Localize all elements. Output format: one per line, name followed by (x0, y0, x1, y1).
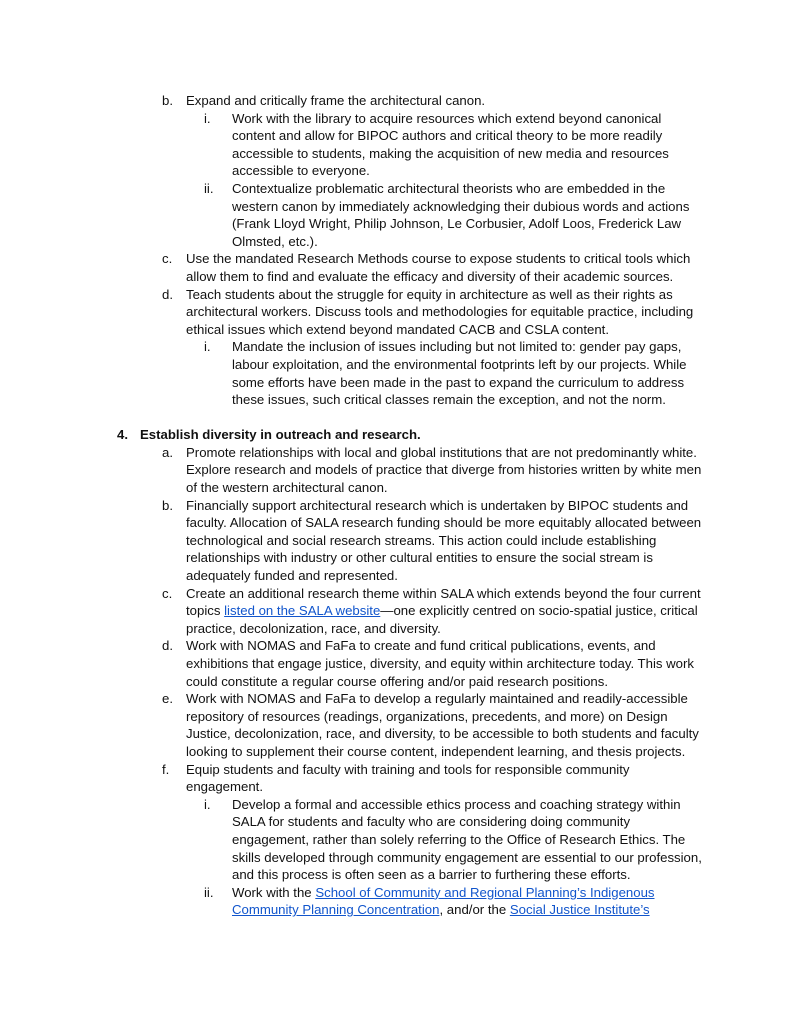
list-item-c-research-theme (0, 585, 791, 638)
text-segment: , and/or the (439, 902, 510, 918)
list-marker: 4. (117, 427, 128, 443)
list-marker: d. (162, 638, 173, 654)
list-item-e-repository (0, 690, 791, 760)
list-marker: a. (162, 444, 173, 460)
list-item-b-funding (0, 497, 791, 585)
list-item-i-mandate (0, 338, 791, 408)
list-marker: e. (162, 691, 173, 707)
section-heading-4 (0, 426, 791, 444)
text-segment: Create an additional research theme within SALA which extends beyond the four current topics (186, 585, 701, 619)
list-marker: i. (204, 339, 211, 355)
list-text: Use the mandated Research Methods course to expose students to critical tools which allow them to find and evaluate the efficacy and diversity of their academic sources. (186, 251, 691, 284)
list-marker: b. (162, 497, 173, 513)
sala-website-link[interactable]: listed on the SALA website (224, 603, 381, 619)
list-item-f-community (0, 761, 791, 796)
text-segment: Work with the (232, 884, 316, 900)
list-item-i-ethics (0, 796, 791, 884)
list-text (232, 884, 708, 919)
list-item-c-research-methods (0, 250, 791, 285)
list-marker: i. (204, 796, 211, 812)
list-text: Develop a formal and accessible ethics process and coaching strategy within SALA for students and faculty who are considering doing community engagement, rather than solely referring to the Office of Research Ethics. The skills developed through community engagement are essential to our profession, and this process is often seen as a barrier to furthering these efforts. (232, 796, 702, 883)
list-text: Financially support architectural research which is undertaken by BIPOC students and faculty. Allocation of SALA research funding should be more equitably allocated between technological and social research streams. This action could include establishing relationships with industry or other cultural entities to ensure the social stream is adequately funded and represented. (186, 497, 702, 584)
social-justice-institute-link[interactable]: Social Justice Institute’s (509, 902, 650, 918)
list-text (186, 585, 708, 638)
list-item-a-relationships (0, 444, 791, 497)
list-item-ii-scarp (0, 884, 791, 919)
list-item-d-equity (0, 286, 791, 339)
list-text: Equip students and faculty with training and tools for responsible community engagement. (186, 761, 630, 795)
list-text: Work with the library to acquire resources which extend beyond canonical content and allow for BIPOC authors and critical theory to be more readily accessible to students, making the acquisition of new media and resources accessible to everyone. (232, 110, 669, 179)
list-marker: f. (162, 761, 170, 777)
text-segment: —one explicitly centred on socio-spatial justice, critical practice, decolonization, race, and diversity. (186, 603, 698, 636)
list-marker: ii. (204, 884, 214, 900)
list-text: Expand and critically frame the architectural canon. (186, 93, 486, 108)
scarp-indigenous-planning-link[interactable]: School of Community and Regional Planning’s Indigenous Community Planning Concentration (232, 884, 655, 918)
list-text: Work with NOMAS and FaFa to develop a regularly maintained and readily-accessible repository of resources (readings, organizations, precedents, and more) on Design Justice, decolonization, race, and diversity, to be accessible to both students and faculty looking to supplement their course content, independent learning, and thesis projects. (186, 691, 699, 759)
list-text: Teach students about the struggle for equity in architecture as well as their rights as architectural workers. Discuss tools and methodologies for equitable practice, including ethical issues which extend beyond mandated CACB and CSLA content. (186, 286, 694, 337)
list-text: Promote relationships with local and global institutions that are not predominantly white. Explore research and models of practice that diverge from histories written by white men of the western architectural canon. (186, 444, 702, 496)
list-text: Work with NOMAS and FaFa to create and fund critical publications, events, and exhibitions that engage justice, diversity, and equity within architecture today. This work could constitute a regular course offering and/or paid research positions. (186, 638, 694, 689)
list-item-ii-contextualize (0, 180, 791, 250)
document-page (0, 92, 791, 919)
list-marker: ii. (204, 180, 214, 196)
list-marker: c. (162, 251, 173, 267)
list-item-i-library (0, 110, 791, 180)
list-marker: b. (162, 93, 173, 108)
list-marker: d. (162, 286, 173, 302)
list-text: Contextualize problematic architectural theorists who are embedded in the western canon by immediately acknowledging their dubious words and actions (Frank Lloyd Wright, Philip Johnson, Le Corbusier, Adolf Loos, Frederick Law Olmsted, etc.). (232, 180, 690, 249)
list-marker: c. (162, 585, 173, 601)
list-item-b-canon (0, 92, 791, 110)
list-text: Mandate the inclusion of issues including but not limited to: gender pay gaps, labour exploitation, and the environmental footprints left by our projects. While some efforts have been made in the past to expand the curriculum to address these issues, such critical classes remain the exception, and not the norm. (232, 339, 687, 408)
section-gap (0, 409, 791, 427)
list-item-d-publications (0, 637, 791, 690)
list-marker: i. (204, 110, 211, 126)
section-heading-text: Establish diversity in outreach and research. (140, 427, 421, 443)
